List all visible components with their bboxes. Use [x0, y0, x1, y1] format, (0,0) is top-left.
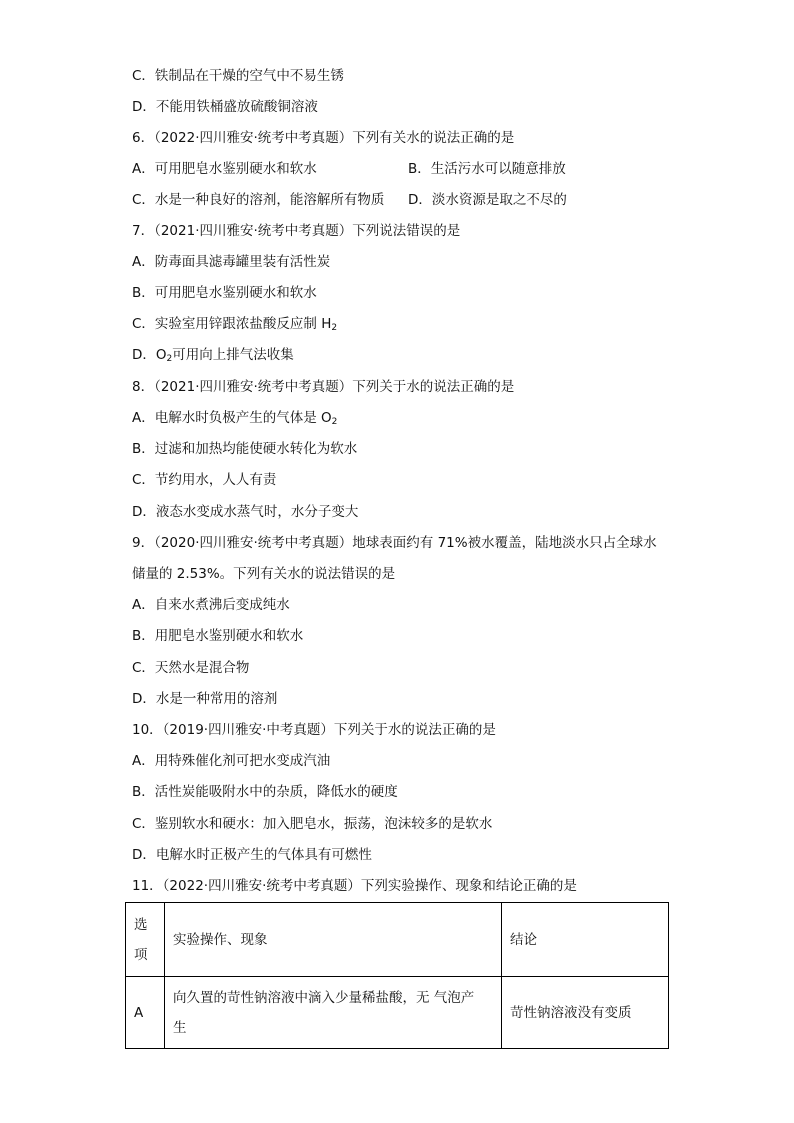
option-d-q10: D．电解水时正极产生的气体具有可燃性 [132, 847, 372, 863]
option-d-q7-prefix: D．O [132, 347, 167, 363]
option-d-q5: D．不能用铁桶盛放硫酸铜溶液 [132, 99, 318, 115]
header-operation-cell: 实验操作、现象 [165, 903, 502, 977]
option-b-q10: B．活性炭能吸附水中的杂质，降低水的硬度 [132, 784, 398, 800]
experiment-table [125, 902, 669, 1049]
option-c-q5: C．铁制品在干燥的空气中不易生锈 [132, 68, 344, 84]
option-b-q6: B．生活污水可以随意排放 [408, 161, 566, 177]
option-a-q10: A．用特殊催化剂可把水变成汽油 [132, 753, 331, 769]
option-d-q9: D．水是一种常用的溶剂 [132, 691, 278, 707]
option-b-q9: B．用肥皂水鉴别硬水和软水 [132, 628, 304, 644]
option-d-q7 [132, 345, 294, 365]
table-header-row [126, 903, 669, 977]
question-9-stem-line1: 9．（2020·四川雅安·统考中考真题）地球表面约有 71%被水覆盖，陆地淡水只占全球水 [132, 535, 657, 551]
option-b-q8: B．过滤和加热均能使硬水转化为软水 [132, 441, 358, 457]
option-c-q9: C．天然水是混合物 [132, 660, 250, 676]
option-a-q8 [132, 408, 337, 428]
row-a-operation-line2: 生 [173, 1019, 187, 1036]
option-c-q8: C．节约用水，人人有责 [132, 472, 277, 488]
row-a-option-cell: A [126, 977, 165, 1049]
subscript: 2 [331, 323, 338, 333]
subscript: 2 [331, 417, 338, 427]
question-10-stem: 10．（2019·四川雅安·中考真题）下列关于水的说法正确的是 [132, 722, 496, 738]
option-c-q7-text: C．实验室用锌跟浓盐酸反应制 H [132, 316, 332, 332]
table-row [126, 977, 669, 1049]
option-d-q6: D．淡水资源是取之不尽的 [408, 192, 567, 208]
header-option-cell [126, 903, 165, 977]
question-6-stem: 6．（2022·四川雅安·统考中考真题）下列有关水的说法正确的是 [132, 130, 515, 146]
option-c-q7 [132, 314, 337, 334]
option-a-q9: A．自来水煮沸后变成纯水 [132, 597, 290, 613]
option-a-q6: A．可用肥皂水鉴别硬水和软水 [132, 161, 317, 177]
header-conclusion-cell: 结论 [502, 903, 669, 977]
header-option-line1: 选 [134, 916, 148, 933]
header-option-line2: 项 [134, 946, 148, 963]
option-a-q7: A．防毒面具滤毒罐里装有活性炭 [132, 254, 331, 270]
row-a-conclusion-cell: 苛性钠溶液没有变质 [502, 977, 669, 1049]
question-9-stem-line2: 储量的 2.53%。下列有关水的说法错误的是 [132, 566, 396, 582]
subscript: 2 [166, 354, 173, 364]
option-b-q7: B．可用肥皂水鉴别硬水和软水 [132, 285, 317, 301]
option-c-q10: C．鉴别软水和硬水：加入肥皂水，振荡，泡沫较多的是软水 [132, 816, 493, 832]
question-8-stem: 8．（2021·四川雅安·统考中考真题）下列关于水的说法正确的是 [132, 379, 515, 395]
option-c-q6: C．水是一种良好的溶剂，能溶解所有物质 [132, 192, 385, 208]
row-a-operation-line1: 向久置的苛性钠溶液中滴入少量稀盐酸，无 气泡产 [173, 989, 475, 1006]
option-d-q8: D．液态水变成水蒸气时，水分子变大 [132, 504, 359, 520]
question-7-stem: 7．（2021·四川雅安·统考中考真题）下列说法错误的是 [132, 223, 461, 239]
option-a-q8-text: A．电解水时负极产生的气体是 O [132, 410, 332, 426]
question-11-stem: 11．（2022·四川雅安·统考中考真题）下列实验操作、现象和结论正确的是 [132, 878, 577, 894]
row-a-operation-cell [165, 977, 502, 1049]
option-d-q7-suffix: 可用向上排气法收集 [172, 347, 294, 363]
